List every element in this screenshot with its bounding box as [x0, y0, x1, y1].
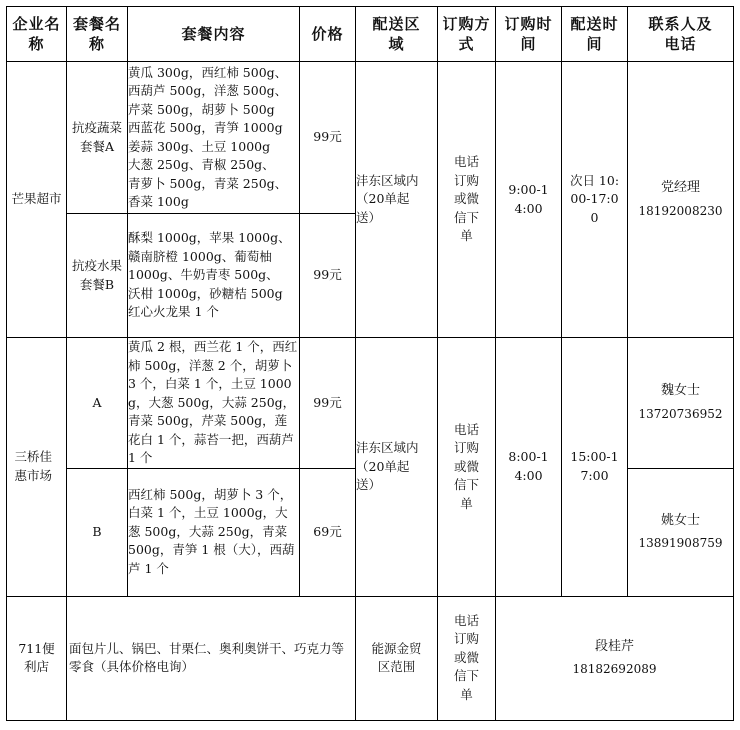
- contact-name: 党经理: [660, 180, 700, 195]
- package-name-cell: A: [67, 338, 128, 469]
- order-time-cell: 9:00-14:00: [496, 62, 562, 338]
- contact-phone: 13720736952: [638, 406, 723, 421]
- company-cell: 711便利店: [7, 596, 67, 720]
- header-row: [7, 7, 734, 62]
- package-name-cell: B: [67, 468, 128, 596]
- header-delivery-time: 配送时间: [562, 7, 628, 62]
- contact-phone: 18192008230: [638, 203, 723, 218]
- contact-name: 魏女士: [660, 383, 700, 399]
- table-row: [7, 338, 734, 469]
- header-package-name: 套餐名称: [67, 7, 128, 62]
- delivery-area-cell: 能源金贸区范围: [356, 596, 438, 720]
- company-cell: 三桥佳惠市场: [7, 338, 67, 597]
- contact-phone: 13891908759: [638, 536, 723, 550]
- package-content-cell: 西红柿 500g，胡萝卜 3 个，白菜 1 个，土豆 1000g，大葱 500g，大蒜 250g，青菜 500g，青笋 1 根（大），西葫芦 1 个: [128, 468, 300, 596]
- contact-name: 段桂芹: [594, 638, 634, 654]
- package-content-cell: 黄瓜 300g，西红柿 500g、 西葫芦 500g，洋葱 500g、 芹菜 500g，胡萝卜 500g 西蓝花 500g，青笋 1000g 姜蒜 300g、土豆 1000g 大葱 250g、青椒 250g、 青萝卜 500g，青菜 250g、 香菜 100g: [128, 62, 300, 214]
- header-company: 企业名称: [7, 7, 67, 62]
- order-method-cell: 电话订购或微信下单: [438, 596, 496, 720]
- price-cell: 69元: [300, 468, 356, 596]
- contact-cell: [628, 338, 734, 469]
- delivery-area-cell: 沣东区域内（20单起送）: [356, 338, 438, 597]
- order-method-cell: 电话订购或微信下单: [438, 62, 496, 338]
- package-content-cell: 黄瓜 2 根，西兰花 1 个，西红柿 500g，洋葱 2 个，胡萝卜 3 个，白菜 1 个，土豆 1000g，大葱 500g，大蒜 250g，青菜 500g，芹菜 500g，莲花白 1 个，蒜苔一把，西葫芦 1 个: [128, 338, 300, 469]
- order-time-cell: 8:00-14:00: [496, 338, 562, 597]
- contact-cell: [628, 62, 734, 338]
- header-order-time: 订购时间: [496, 7, 562, 62]
- package-content-cell: 面包片儿、锅巴、甘栗仁、奥利奥饼干、巧克力等零食（具体价格电询）: [67, 596, 356, 720]
- table-row: [7, 596, 734, 720]
- package-content-cell: 酥梨 1000g，苹果 1000g、 赣南脐橙 1000g、葡萄柚 1000g、牛奶青枣 500g、 沃柑 1000g，砂糖桔 500g 红心火龙果 1 个: [128, 214, 300, 338]
- header-delivery-area: 配送区域: [356, 7, 438, 62]
- delivery-time-cell: 次日 10:00-17:00: [562, 62, 628, 338]
- delivery-area-cell: 沣东区域内（20单起送）: [356, 62, 438, 338]
- delivery-time-cell: 15:00-17:00: [562, 338, 628, 597]
- price-cell: 99元: [300, 338, 356, 469]
- contact-name: 姚女士: [660, 512, 700, 528]
- header-price: 价格: [300, 7, 356, 62]
- contact-cell: [496, 596, 734, 720]
- contact-phone: 18182692089: [572, 662, 657, 676]
- contact-cell: [628, 468, 734, 596]
- supermarket-package-table: [6, 6, 734, 721]
- package-name-cell: 抗疫蔬菜套餐A: [67, 62, 128, 214]
- header-order-method: 订购方式: [438, 7, 496, 62]
- table-row: [7, 62, 734, 214]
- company-cell: 芒果超市: [7, 62, 67, 338]
- order-method-cell: 电话订购或微信下单: [438, 338, 496, 597]
- package-name-cell: 抗疫水果套餐B: [67, 214, 128, 338]
- price-cell: 99元: [300, 214, 356, 338]
- header-package-content: 套餐内容: [128, 7, 300, 62]
- price-cell: 99元: [300, 62, 356, 214]
- header-contact: 联系人及电话: [628, 7, 734, 62]
